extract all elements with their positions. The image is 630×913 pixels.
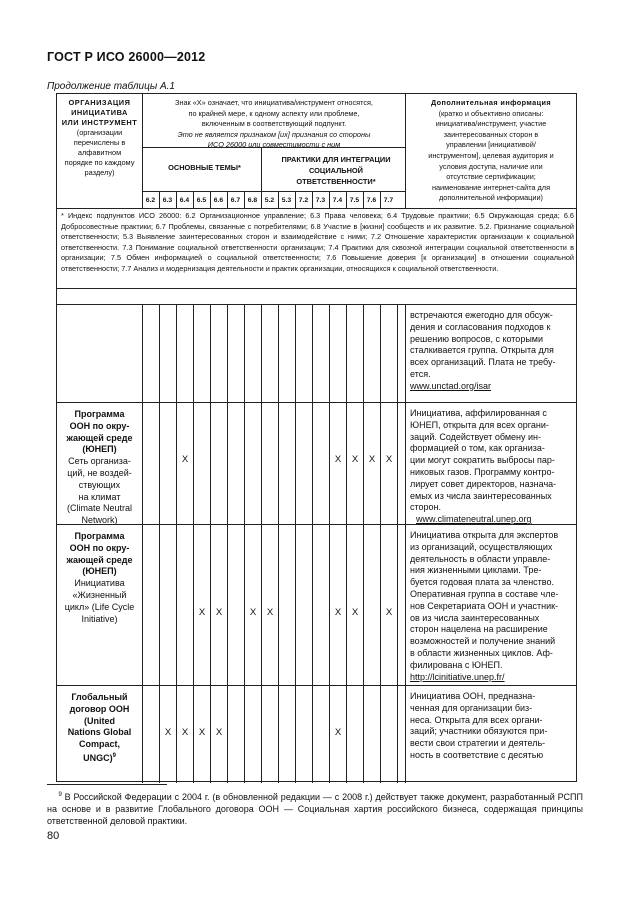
document-title: ГОСТ Р ИСО 26000—2012 bbox=[47, 50, 206, 64]
grid-hline bbox=[57, 402, 576, 403]
initiative-name-line: (Climate Neutral bbox=[66, 503, 133, 514]
column-label-6-3: 6.3 bbox=[162, 197, 173, 204]
practices-header bbox=[267, 154, 405, 187]
info-line: сторон нацелена на расширение bbox=[410, 624, 548, 635]
additional-info-line: (кратко и объективно описаны: bbox=[438, 108, 544, 118]
organization-name-line: Nations Global bbox=[67, 727, 132, 738]
info-line: формацией о том, как организа- bbox=[410, 443, 545, 454]
info-line: заций; участники обязуются при- bbox=[410, 726, 548, 737]
additional-info-line: отсутствие сертификации; bbox=[446, 172, 536, 182]
grid-vline bbox=[227, 191, 228, 208]
index-footnote: * Индекс подпунктов ИСО 26000: 6.2 Организационное управление; 6.3 Права человека; 6.4 Трудовые практики; 6.5 Окружающая среда; 6.6 Добросовестные практики; 6.7 Проблемы, связанные с потребителями; 6.8 Участие в [жизни] сообществ и их развитие. 5.2. Признание социальной ответственности; 5.3 Выявление заинтересованных сторон и взаимодействие с ними; 7.2 Отношение характеристик организации к социальной ответственности. 7.3 Понимание социальной ответственности организации; 7.4 Практики для сквозной интеграции социальной ответственности в организации; 7.5 Обмен информацией о социальной ответственности; 7.6 Повышение доверия [к организации] в отношении социальной ответственности; 7.7 Анализ и модернизация деятельности и практик организации, относящихся к социальной ответственности. bbox=[61, 211, 574, 273]
grid-vline bbox=[193, 304, 194, 783]
info-line: ЮНЕП, открыта для всех органи- bbox=[410, 419, 549, 430]
initiative-name-line: цикл» (Life Cycle bbox=[64, 601, 135, 612]
organization-name-line: Глобальный bbox=[71, 692, 128, 702]
grid-vline bbox=[363, 191, 364, 208]
column-label-7-4: 7.4 bbox=[332, 197, 343, 204]
grid-vline bbox=[278, 191, 279, 208]
column-label-5-2: 5.2 bbox=[264, 197, 275, 204]
org-header-sub-line: алфавитном bbox=[77, 148, 122, 157]
additional-info-line: дополнительной информации) bbox=[439, 193, 543, 203]
info-line: емых из числа заинтересованных bbox=[410, 490, 552, 501]
org-header-sub-line: перечислены в bbox=[73, 138, 126, 147]
info-link[interactable]: http://lcinitiative.unep.fr/ bbox=[410, 671, 505, 682]
info-line: ность в соответствие с десятью bbox=[410, 749, 544, 760]
additional-info-line: инструментом], целевая аудитория и bbox=[428, 150, 554, 160]
grid-vline bbox=[346, 304, 347, 783]
grid-hline bbox=[57, 524, 576, 525]
info-line: деятельность в области управле- bbox=[410, 553, 551, 564]
info-line: вести свои стратегии и деятель- bbox=[410, 738, 546, 749]
mark-7-5: X bbox=[351, 454, 359, 465]
mark-7-4: X bbox=[334, 607, 342, 618]
organization-name-line: договор ООН bbox=[69, 703, 130, 714]
info-line: ции могут сократить выбросы пар- bbox=[410, 455, 555, 466]
additional-info-cell bbox=[410, 310, 575, 393]
column-label-6-5: 6.5 bbox=[196, 197, 207, 204]
initiative-name-line: Сеть организа- bbox=[68, 456, 131, 467]
info-line: в области жизненных циклов. Аф- bbox=[410, 647, 553, 658]
grid-vline bbox=[278, 304, 279, 783]
info-line: неса. Открыта для всех органи- bbox=[410, 714, 543, 725]
organization-cell bbox=[57, 692, 142, 765]
page-number: 80 bbox=[47, 830, 60, 842]
grid-vline bbox=[159, 304, 160, 783]
grid-hline bbox=[142, 191, 405, 192]
grid-vline bbox=[329, 304, 330, 783]
column-label-7-6: 7.6 bbox=[366, 197, 377, 204]
mark-6-4: X bbox=[181, 727, 189, 738]
mark-6-3: X bbox=[164, 727, 172, 738]
grid-hline bbox=[142, 147, 405, 148]
organization-name-line: Программа bbox=[74, 409, 125, 419]
practices-header-line: ОТВЕТСТВЕННОСТИ* bbox=[296, 177, 376, 186]
footnote-rule bbox=[47, 784, 167, 785]
grid-vline bbox=[210, 191, 211, 208]
info-line: ется. bbox=[410, 368, 431, 379]
column-label-7-7: 7.7 bbox=[383, 197, 394, 204]
organization-name-line: (ЮНЕП) bbox=[82, 566, 117, 577]
column-label-7-2: 7.2 bbox=[298, 197, 309, 204]
column-label-6-4: 6.4 bbox=[179, 197, 190, 204]
grid-vline bbox=[312, 191, 313, 208]
org-header-title-line: ИЛИ ИНСТРУМЕНТ bbox=[61, 118, 138, 127]
info-line: сторон. bbox=[410, 502, 442, 513]
additional-info-line: условия доступа, наличие или bbox=[439, 161, 543, 171]
organization-name-line: Compact, bbox=[78, 739, 120, 750]
initiative-name-line: ствующих bbox=[78, 479, 121, 490]
table-caption: Продолжение таблицы А.1 bbox=[47, 81, 175, 92]
column-label-7-3: 7.3 bbox=[315, 197, 326, 204]
grid-vline bbox=[244, 191, 245, 208]
sign-note-line: ИСО 26000 или совместимости с ним bbox=[207, 140, 341, 150]
grid-vline bbox=[227, 304, 228, 783]
grid-vline bbox=[295, 304, 296, 783]
info-line: заций. Содействует обмену ин- bbox=[410, 431, 541, 442]
practices-header-line: СОЦИАЛЬНОЙ bbox=[309, 166, 363, 175]
info-line: всех организаций. Плата не требу- bbox=[410, 357, 556, 368]
grid-hline bbox=[57, 304, 576, 305]
grid-vline bbox=[405, 94, 406, 208]
info-line: ов из числа заинтересованных bbox=[410, 612, 540, 623]
grid-vline bbox=[295, 191, 296, 208]
mark-6-6: X bbox=[215, 727, 223, 738]
info-line: ченная для организации биз- bbox=[410, 702, 533, 713]
grid-vline bbox=[346, 191, 347, 208]
mark-7-7: X bbox=[385, 607, 393, 618]
info-line: нов Секретариата ООН и участник- bbox=[410, 600, 559, 611]
grid-vline bbox=[193, 191, 194, 208]
info-line: дения и согласования подходов к bbox=[410, 321, 551, 332]
organization-cell bbox=[57, 409, 142, 527]
mark-6-5: X bbox=[198, 727, 206, 738]
mark-6-6: X bbox=[215, 607, 223, 618]
org-column-header bbox=[57, 98, 142, 178]
organization-name-line: (ЮНЕП) bbox=[82, 444, 117, 455]
column-label-6-6: 6.6 bbox=[213, 197, 224, 204]
practices-header-line: ПРАКТИКИ ДЛЯ ИНТЕГРАЦИИ bbox=[281, 155, 391, 164]
grid-vline bbox=[244, 304, 245, 783]
grid-hline bbox=[57, 685, 576, 686]
organization-name-line: Программа bbox=[74, 531, 125, 541]
additional-info-cell bbox=[410, 530, 575, 683]
grid-vline bbox=[176, 304, 177, 783]
column-label-6-2: 6.2 bbox=[145, 197, 156, 204]
grid-hline bbox=[57, 208, 576, 209]
grid-vline bbox=[176, 191, 177, 208]
mark-6-5: X bbox=[198, 607, 206, 618]
grid-vline bbox=[142, 304, 143, 783]
info-link[interactable]: www.unctad.org/isar bbox=[410, 380, 492, 391]
grid-vline bbox=[363, 304, 364, 783]
initiatives-table bbox=[56, 93, 577, 782]
info-link[interactable]: www.climateneutral.unep.org bbox=[416, 514, 532, 525]
info-line: Инициатива, аффилированная с bbox=[410, 408, 547, 418]
grid-vline bbox=[312, 304, 313, 783]
grid-vline bbox=[397, 304, 398, 783]
info-line: никовых газов. Программу контро- bbox=[410, 466, 555, 477]
info-line: возможностей и получение знаний bbox=[410, 636, 556, 647]
info-line: сталкивается группа. Открыта для bbox=[410, 345, 554, 356]
grid-vline bbox=[405, 304, 406, 783]
sign-note-line: Это не является признаком [их] признания со стороны bbox=[177, 129, 371, 139]
mark-7-5: X bbox=[351, 607, 359, 618]
org-header-sub-line: разделу) bbox=[84, 168, 115, 177]
info-line: встречаются ежегодно для обсуж- bbox=[410, 310, 553, 320]
organization-name-line: ООН по окру- bbox=[69, 420, 130, 431]
info-line: филирована с ЮНЕП. bbox=[410, 659, 503, 670]
additional-info-cell bbox=[410, 408, 575, 526]
info-line: из организаций, осуществляющих bbox=[410, 541, 553, 552]
additional-info-header bbox=[406, 98, 576, 204]
org-header-title-line: ОРГАНИЗАЦИЯ bbox=[68, 98, 131, 107]
org-header-sub-line: (организации bbox=[76, 128, 123, 137]
mark-6-4: X bbox=[181, 454, 189, 465]
additional-info-cell bbox=[410, 691, 575, 762]
footnote-mark: 9 bbox=[58, 792, 62, 798]
initiative-name-line: ций, не воздей- bbox=[67, 467, 132, 478]
org-header-title-line: ИНИЦИАТИВА bbox=[71, 108, 128, 117]
grid-vline bbox=[210, 304, 211, 783]
additional-info-title: Дополнительная информация bbox=[430, 98, 552, 107]
additional-info-line: наименование интернет-сайта для bbox=[431, 182, 551, 192]
info-line: Инициатива открыта для экспертов bbox=[410, 530, 559, 540]
organization-name-line: жающей среде bbox=[66, 554, 133, 565]
organization-cell bbox=[57, 531, 142, 625]
grid-vline bbox=[159, 191, 160, 208]
grid-vline bbox=[329, 191, 330, 208]
sign-note-line: включенным в соответствующий подпункт. bbox=[201, 119, 347, 129]
grid-vline bbox=[261, 191, 262, 208]
info-line: лирует совет директоров, назнача- bbox=[410, 478, 557, 489]
grid-vline bbox=[261, 304, 262, 783]
initiative-name-line: Initiative) bbox=[81, 613, 118, 624]
column-label-5-3: 5.3 bbox=[281, 197, 292, 204]
initiative-name-line: «Жизненный bbox=[72, 589, 127, 600]
organization-name-line: ООН по окру- bbox=[69, 542, 130, 553]
footnote bbox=[47, 789, 583, 827]
additional-info-line: инициатива/инструмент, участие bbox=[435, 119, 547, 129]
info-line: Инициатива ООН, предназна- bbox=[410, 691, 536, 701]
footnote-text: В Российской Федерации с 2004 г. (в обновленной редакции — с 2008 г.) действует также документ, разработанный РСПП на основе и в развитие Глобального договора ООН — Социальная хартия российского бизнеса, содержащая принципы ответственной деловой практики. bbox=[47, 792, 583, 826]
column-label-6-7: 6.7 bbox=[230, 197, 241, 204]
info-line: Оперативная группа в составе чле- bbox=[410, 588, 559, 599]
core-themes-header: ОСНОВНЫЕ ТЕМЫ* bbox=[168, 163, 241, 172]
initiative-name-line: Network) bbox=[81, 515, 118, 526]
sign-note-line: Знак «X» означает, что инициатива/инструмент относятся, bbox=[175, 98, 373, 107]
mark-7-4: X bbox=[334, 454, 342, 465]
additional-info-line: заинтересованных сторон в bbox=[443, 129, 539, 139]
info-line: решению вопросов, с которыми bbox=[410, 333, 544, 344]
mark-5-2: X bbox=[266, 607, 274, 618]
mark-7-7: X bbox=[385, 454, 393, 465]
mark-6-8: X bbox=[249, 607, 257, 618]
initiative-name-line: Инициатива bbox=[74, 578, 125, 589]
x-sign-note bbox=[143, 98, 405, 151]
sign-note-line: по крайней мере, к одному аспекту или проблеме, bbox=[188, 108, 360, 118]
organization-name-line: жающей среде bbox=[66, 432, 133, 443]
grid-vline bbox=[380, 191, 381, 208]
grid-vline bbox=[380, 304, 381, 783]
organization-name-line: (United bbox=[84, 715, 115, 726]
column-label-6-8: 6.8 bbox=[247, 197, 258, 204]
info-line: буется годовая плата за членство. bbox=[410, 577, 554, 588]
mark-7-6: X bbox=[368, 454, 376, 465]
column-label-7-5: 7.5 bbox=[349, 197, 360, 204]
info-line: ния жизненными циклами. Тре- bbox=[410, 565, 542, 576]
mark-7-4: X bbox=[334, 727, 342, 738]
footnote-reference: 9 bbox=[112, 752, 116, 759]
additional-info-line: управлении [инициативой/ bbox=[446, 140, 536, 150]
grid-hline bbox=[57, 288, 576, 289]
org-header-sub-line: порядке по каждому bbox=[64, 158, 135, 167]
initiative-name-line: на климат bbox=[78, 491, 121, 502]
organization-name-line: UNGC)$^9$ bbox=[83, 752, 116, 763]
